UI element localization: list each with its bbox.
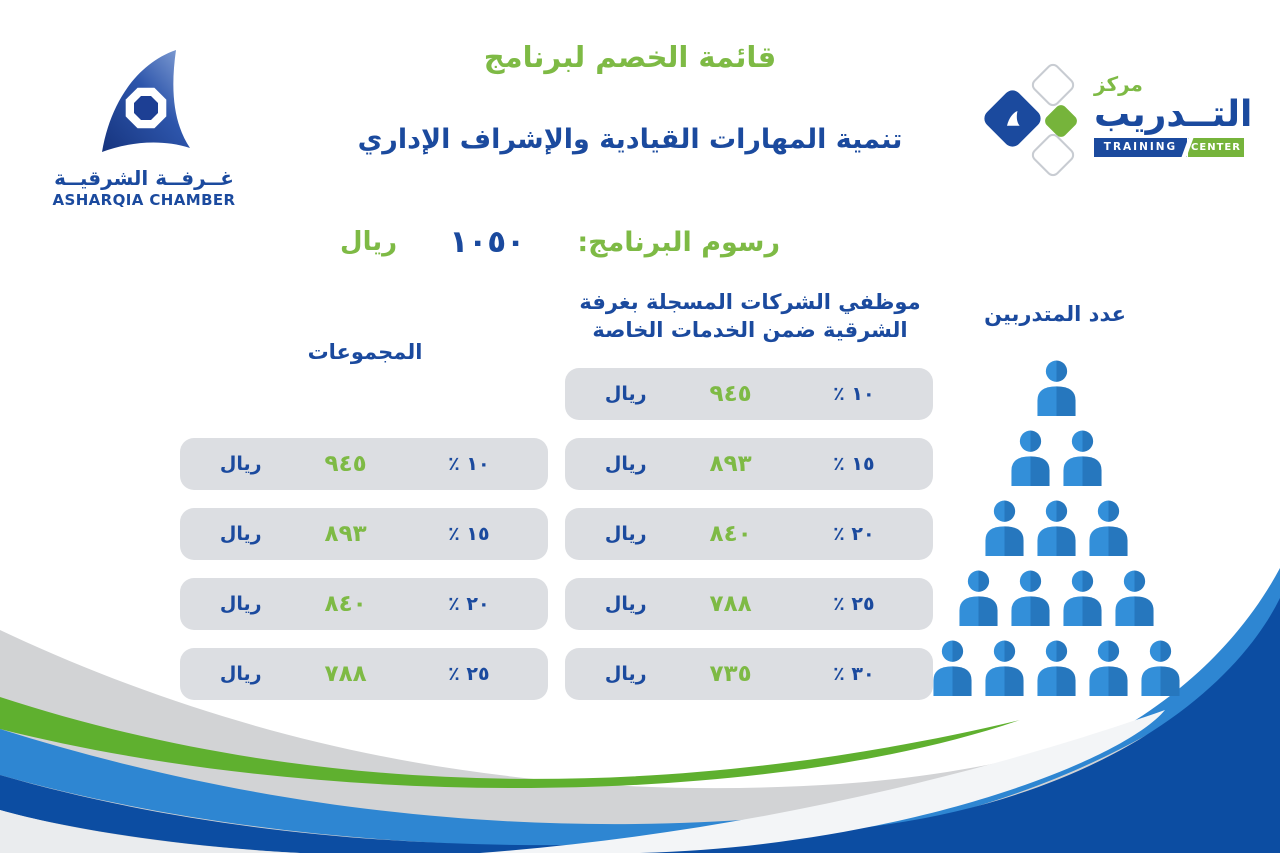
chamber-name-english: ASHARQIA CHAMBER [52,191,236,209]
pyramid-row [1034,360,1079,416]
discount-percent: ٪ ١٠ [448,453,490,475]
page-title: قائمة الخصم لبرنامج [483,40,777,74]
discount-percent: ٪ ٢٠ [833,523,875,545]
chamber-sail-icon [80,48,208,160]
pyramid-row [956,570,1157,626]
discounted-price: ٧٣٥ [709,661,752,687]
diamond-sail-icon [981,87,1045,151]
discount-percent: ٪ ٢٥ [833,593,875,615]
person-icon [1138,640,1183,696]
discounted-price: ٧٨٨ [709,591,752,617]
discount-percent: ٪ ١٠ [833,383,875,405]
asharqia-chamber-logo [44,48,244,209]
banner-center-label: CENTER [1188,138,1244,157]
discount-row [565,368,933,420]
discounted-price: ٨٤٠ [324,591,367,617]
riyal-label: ريال [219,593,262,615]
group-discount-list [180,438,548,700]
trainee-pyramid [928,360,1184,696]
discounted-price: ٨٩٣ [709,451,752,477]
person-icon [1060,570,1105,626]
training-logo-diamonds-icon [988,64,1084,176]
riyal-label: ريال [604,453,647,475]
company-discount-list [565,368,933,700]
person-icon [1008,430,1053,486]
person-icon [982,640,1027,696]
discounted-price: ٩٤٥ [324,451,367,477]
riyal-label: ريال [219,663,262,685]
discount-row [565,648,933,700]
discount-percent: ٪ ٣٠ [833,663,875,685]
person-icon [1086,500,1131,556]
riyal-label: ريال [604,593,647,615]
training-logo-word-tadreeb: التــدريب [1094,94,1253,135]
person-icon [1060,430,1105,486]
person-icon [1008,570,1053,626]
person-icon [1034,640,1079,696]
person-icon [1034,360,1079,416]
discount-percent: ٪ ١٥ [448,523,490,545]
discount-row [565,438,933,490]
discount-row [565,578,933,630]
companies-column-header: موظفي الشركات المسجلة بغرفة الشرقية ضمن الخدمات الخاصة [579,290,921,343]
fees-amount: ١٠٥٠ [449,224,526,260]
discount-percent: ٪ ١٥ [833,453,875,475]
program-fees-row [340,224,780,260]
riyal-label: ريال [604,523,647,545]
training-center-logo [988,64,1253,182]
pyramid-row [982,500,1131,556]
training-center-banner [1094,138,1244,157]
discounted-price: ٨٩٣ [324,521,367,547]
person-icon [982,500,1027,556]
discounted-price: ٩٤٥ [709,381,752,407]
person-icon [1112,570,1157,626]
fees-label: رسوم البرنامج: [577,226,780,258]
riyal-label: ريال [604,383,647,405]
discount-row [180,648,548,700]
discount-row [180,508,548,560]
discount-row [180,438,548,490]
person-icon [956,570,1001,626]
discount-percent: ٪ ٢٠ [448,593,490,615]
discount-percent: ٪ ٢٥ [448,663,490,685]
riyal-label: ريال [219,453,262,475]
pyramid-row [930,640,1183,696]
person-icon [930,640,975,696]
banner-training-label: TRAINING [1094,138,1187,157]
diamond-outline-icon [1029,61,1077,109]
pyramid-row [1008,430,1105,486]
chamber-name-arabic: غــرفــة الشرقيــة [54,166,234,190]
person-icon [1086,640,1131,696]
training-logo-word-markaz: مركز [1094,72,1143,96]
riyal-label: ريال [219,523,262,545]
groups-column-header: المجموعات [307,340,423,364]
person-icon [1034,500,1079,556]
page-titles [320,40,940,157]
program-name: تنمية المهارات القيادية والإشراف الإداري [357,124,903,155]
fees-currency: ريال [340,227,398,257]
diamond-green-icon [1043,103,1080,140]
discounted-price: ٨٤٠ [709,521,752,547]
diamond-outline-icon [1029,131,1077,179]
discount-row [180,578,548,630]
discounted-price: ٧٨٨ [324,661,367,687]
trainees-column-header: عدد المتدربين [984,302,1126,326]
riyal-label: ريال [604,663,647,685]
discount-row [565,508,933,560]
